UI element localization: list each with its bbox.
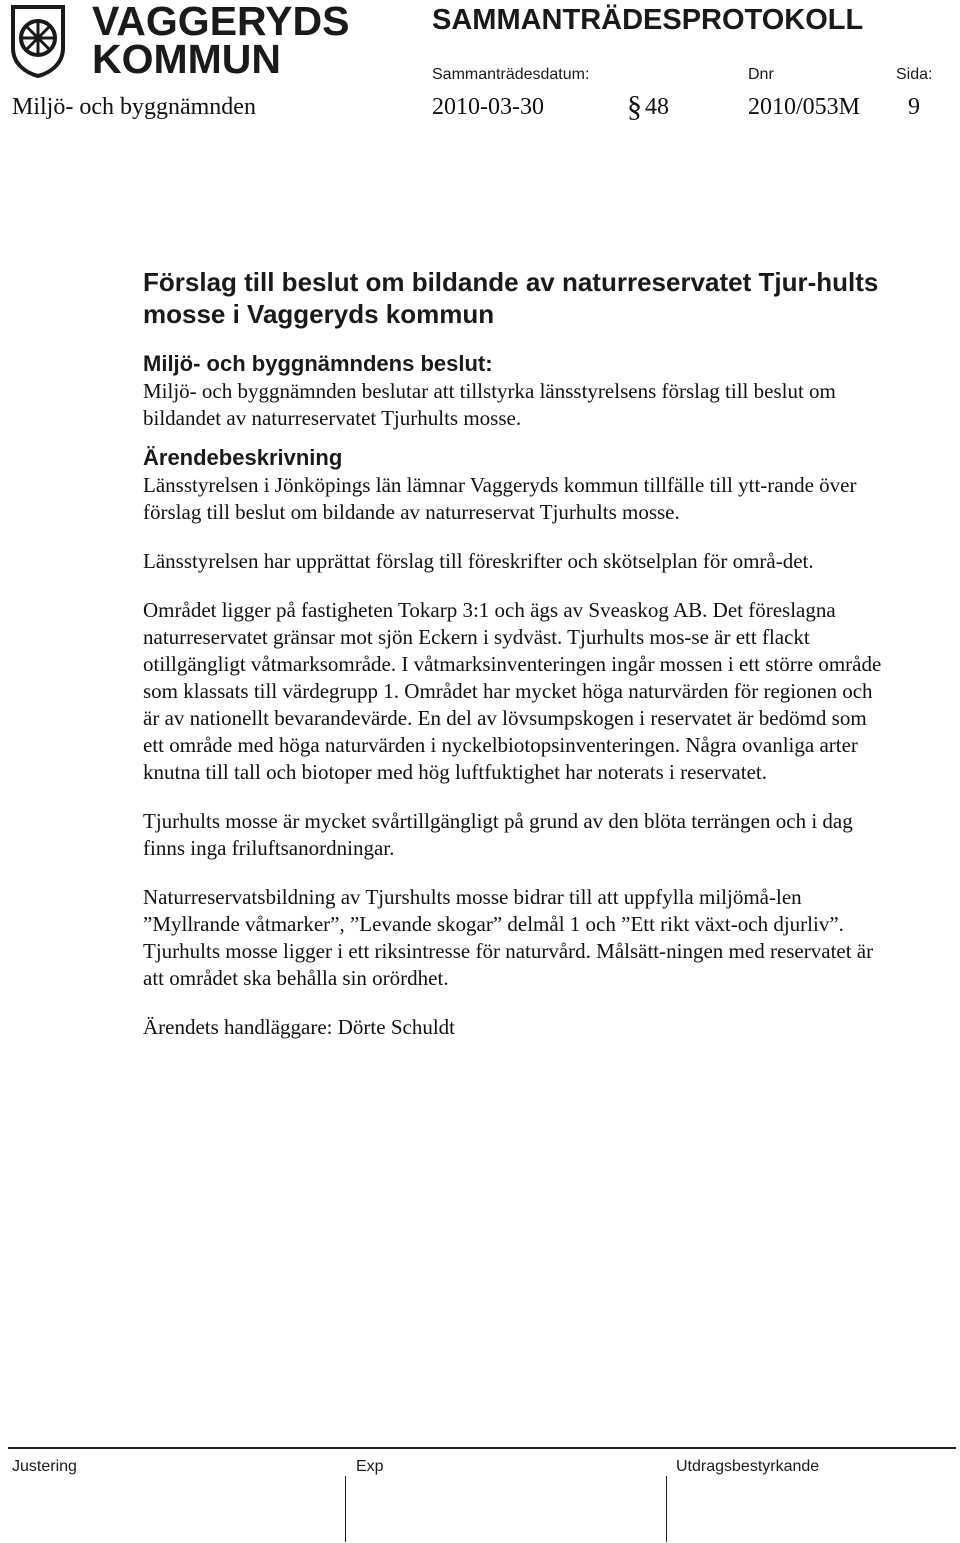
decision-text: Miljö- och byggnämnden beslutar att tillstyrka länsstyrelsens förslag till beslut om bildandet av naturreservatet Tjurhults mosse. <box>143 379 836 430</box>
protocol-body <box>143 266 883 1041</box>
municipality-emblem-icon <box>10 4 66 78</box>
dnr-label: Dnr <box>748 66 774 83</box>
signature-divider <box>345 1476 346 1542</box>
paragraph-number: 48 <box>645 94 669 120</box>
page-label: Sida: <box>896 66 933 83</box>
logo-word-vaggeryds: VAGGERYDS <box>92 0 350 44</box>
footer-utdrag-label: Utdragsbestyrkande <box>676 1458 820 1475</box>
description-heading: Ärendebeskrivning <box>143 445 343 470</box>
footer-divider <box>8 1447 956 1449</box>
logo-word-kommun: KOMMUN <box>92 36 282 82</box>
dnr-number: 2010/053M <box>748 94 861 120</box>
footer-justering-label: Justering <box>12 1458 77 1475</box>
decision-heading: Miljö- och byggnämndens beslut: <box>143 351 493 376</box>
footer-exp-label: Exp <box>356 1458 384 1475</box>
paragraph: Tjurhults mosse är mycket svårtillgängligt på grund av den blöta terrängen och i dag finns inga friluftsanordningar. <box>143 809 853 860</box>
document-type-title: SAMMANTRÄDESPROTOKOLL <box>432 4 864 36</box>
signature-divider <box>666 1476 667 1542</box>
paragraph: Länsstyrelsen har upprättat förslag till föreskrifter och skötselplan för områ-det. <box>143 549 814 573</box>
paragraph: Naturreservatsbildning av Tjurshults mosse bidrar till att uppfylla miljömå-len ”Myllrande våtmarker”, ”Levande skogar” delmål 1 och ”Ett rikt växt-och djurliv”. Tjurhults mosse ligger i ett riksintresse för naturvård. Målsätt-ningen med reservatet är att området ska behålla sin orördhet. <box>143 885 874 990</box>
committee-name: Miljö- och byggnämnden <box>12 94 256 120</box>
paragraph: Området ligger på fastigheten Tokarp 3:1 och ägs av Sveaskog AB. Det föreslagna naturreservatet gränsar mot sjön Eckern i sydväst. Tjurhults mos-se är ett flackt otillgängligt våtmarksområde. I våtmarksinventeringen ingår mossen i ett större område som klassats till värdegrupp 1. Området har mycket höga naturvärden för regionen och är av nationellt bevarandevärde. En del av lövsumpskogen i reservatet är bedömd som ett område med höga naturvärden i nyckelbiotopsinventeringen. Några ovanliga arter knutna till tall och biotoper med hög luftfuktighet har noterats i reservatet. <box>143 598 882 784</box>
section-sign: § <box>627 90 642 123</box>
page-number: 9 <box>908 94 920 120</box>
meeting-date: 2010-03-30 <box>432 94 544 120</box>
meeting-date-label: Sammanträdesdatum: <box>432 66 590 83</box>
paragraph: Länsstyrelsen i Jönköpings län lämnar Vaggeryds kommun tillfälle till ytt-rande över förslag till beslut om bildande av naturreservat Tjurhults mosse. <box>143 473 857 524</box>
item-title: Förslag till beslut om bildande av naturreservatet Tjur-hults mosse i Vaggeryds kommun <box>143 267 879 329</box>
case-officer: Ärendets handläggare: Dörte Schuldt <box>143 1015 455 1039</box>
